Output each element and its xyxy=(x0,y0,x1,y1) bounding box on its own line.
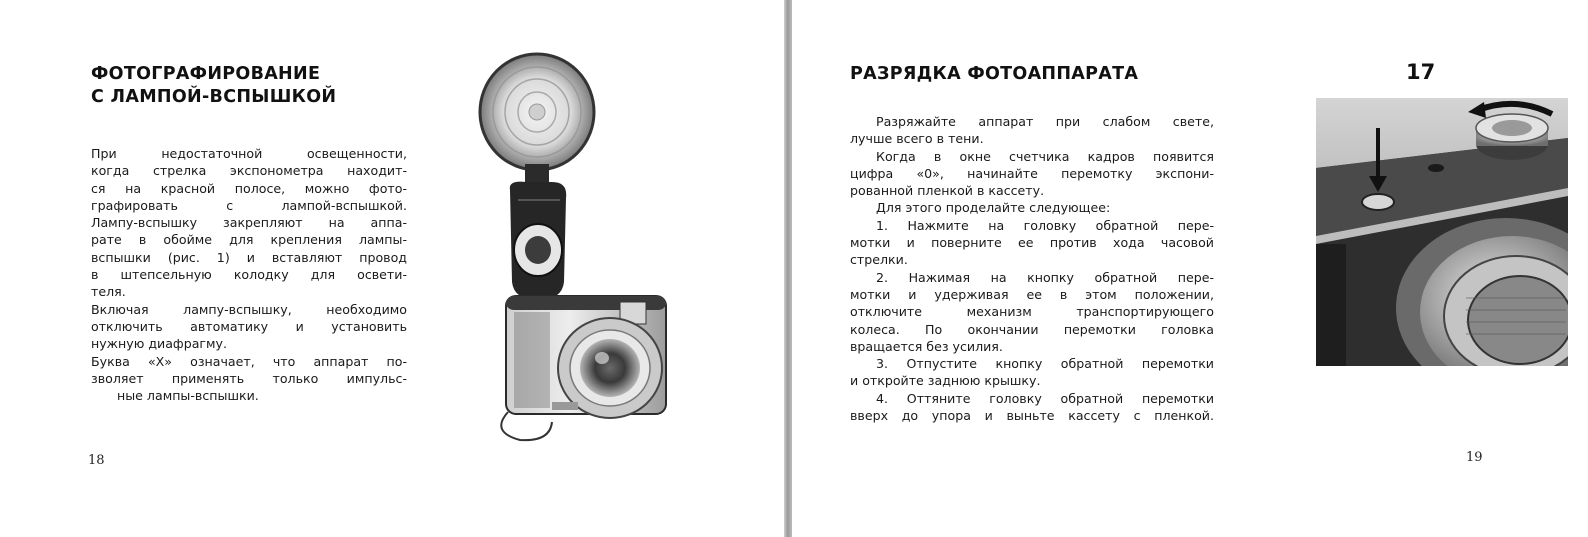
section-number: 17 xyxy=(1406,60,1436,84)
right-page xyxy=(792,0,1588,537)
text-line: зволяет применять только импульс- xyxy=(91,370,407,386)
text-line: Разряжайте аппарат при слабом свете, xyxy=(876,114,1214,129)
text-line: рате в обойме для крепления лампы- xyxy=(91,232,407,248)
text-line: в штепсельную колодку для освети- xyxy=(91,267,407,283)
left-body-text xyxy=(91,145,407,404)
right-body-text xyxy=(850,113,1214,424)
text-line: вверх до упора и выньте кассету с пленкой. xyxy=(850,408,1214,424)
camera-lens-shape xyxy=(580,339,640,397)
left-heading-line-1: ФОТОГРАФИРОВАНИЕ xyxy=(91,64,321,84)
text-line: Когда в окне счетчика кадров появится xyxy=(876,148,1214,164)
text-line: рованной пленкой в кассету. xyxy=(850,183,1045,199)
text-line: колеса. По окончании перемотки головка xyxy=(850,321,1214,337)
camera-flash-illustration xyxy=(470,50,670,445)
text-line: стрелки. xyxy=(850,252,908,268)
text-line: Буква «Х» означает, что аппарат по- xyxy=(91,353,407,369)
left-page xyxy=(0,0,784,537)
text-line: 3. Отпустите кнопку обратной перемотки xyxy=(876,356,1214,372)
book-gutter xyxy=(784,0,792,537)
text-line: вспышки (рис. 1) и вставляют провод xyxy=(91,249,407,265)
text-line: Лампу-вспышку закрепляют на аппа- xyxy=(91,215,407,231)
text-line: мотки и поверните ее против хода часовой xyxy=(850,235,1214,251)
text-line: ся на красной полосе, можно фото- xyxy=(91,180,407,196)
text-line: мотки и удерживая ее в этом положении, xyxy=(850,286,1214,302)
right-heading-text: РАЗРЯДКА ФОТОАППАРАТА xyxy=(850,64,1139,84)
text-line: отключите механизм транспортирующего xyxy=(850,304,1214,320)
text-line: теля. xyxy=(91,284,126,300)
right-heading xyxy=(850,63,1138,86)
text-line: 2. Нажимая на кнопку обратной пере- xyxy=(876,269,1214,285)
text-line: При недостаточной освещенности, xyxy=(91,146,407,161)
text-line: 4. Оттяните головку обратной перемотки xyxy=(876,390,1214,406)
text-line: когда стрелка экспонометра находит- xyxy=(91,163,407,179)
rewind-button-shape xyxy=(1362,194,1394,210)
text-line: цифра «0», начинайте перемотку экспони- xyxy=(850,165,1214,181)
rewind-knob-photo xyxy=(1316,98,1568,366)
left-heading xyxy=(91,63,336,109)
text-line: отключить автоматику и установить xyxy=(91,318,407,334)
text-line: графировать с лампой-вспышкой. xyxy=(91,197,407,213)
text-line: лучше всего в тени. xyxy=(850,131,984,147)
text-line: 1. Нажмите на головку обратной пере- xyxy=(876,217,1214,233)
text-line: вращается без усилия. xyxy=(850,338,1003,354)
right-page-number: 19 xyxy=(1466,450,1483,465)
text-line: и откройте заднюю крышку. xyxy=(850,373,1041,389)
left-heading-line-2: С ЛАМПОЙ-ВСПЫШКОЙ xyxy=(91,87,337,107)
text-line: ные лампы-вспышки. xyxy=(117,388,259,404)
text-line: Для этого проделайте следующее: xyxy=(876,200,1111,216)
left-page-number: 18 xyxy=(88,453,105,468)
text-line: Включая лампу-вспышку, необходимо xyxy=(91,301,407,317)
text-line: нужную диафрагму. xyxy=(91,336,227,352)
